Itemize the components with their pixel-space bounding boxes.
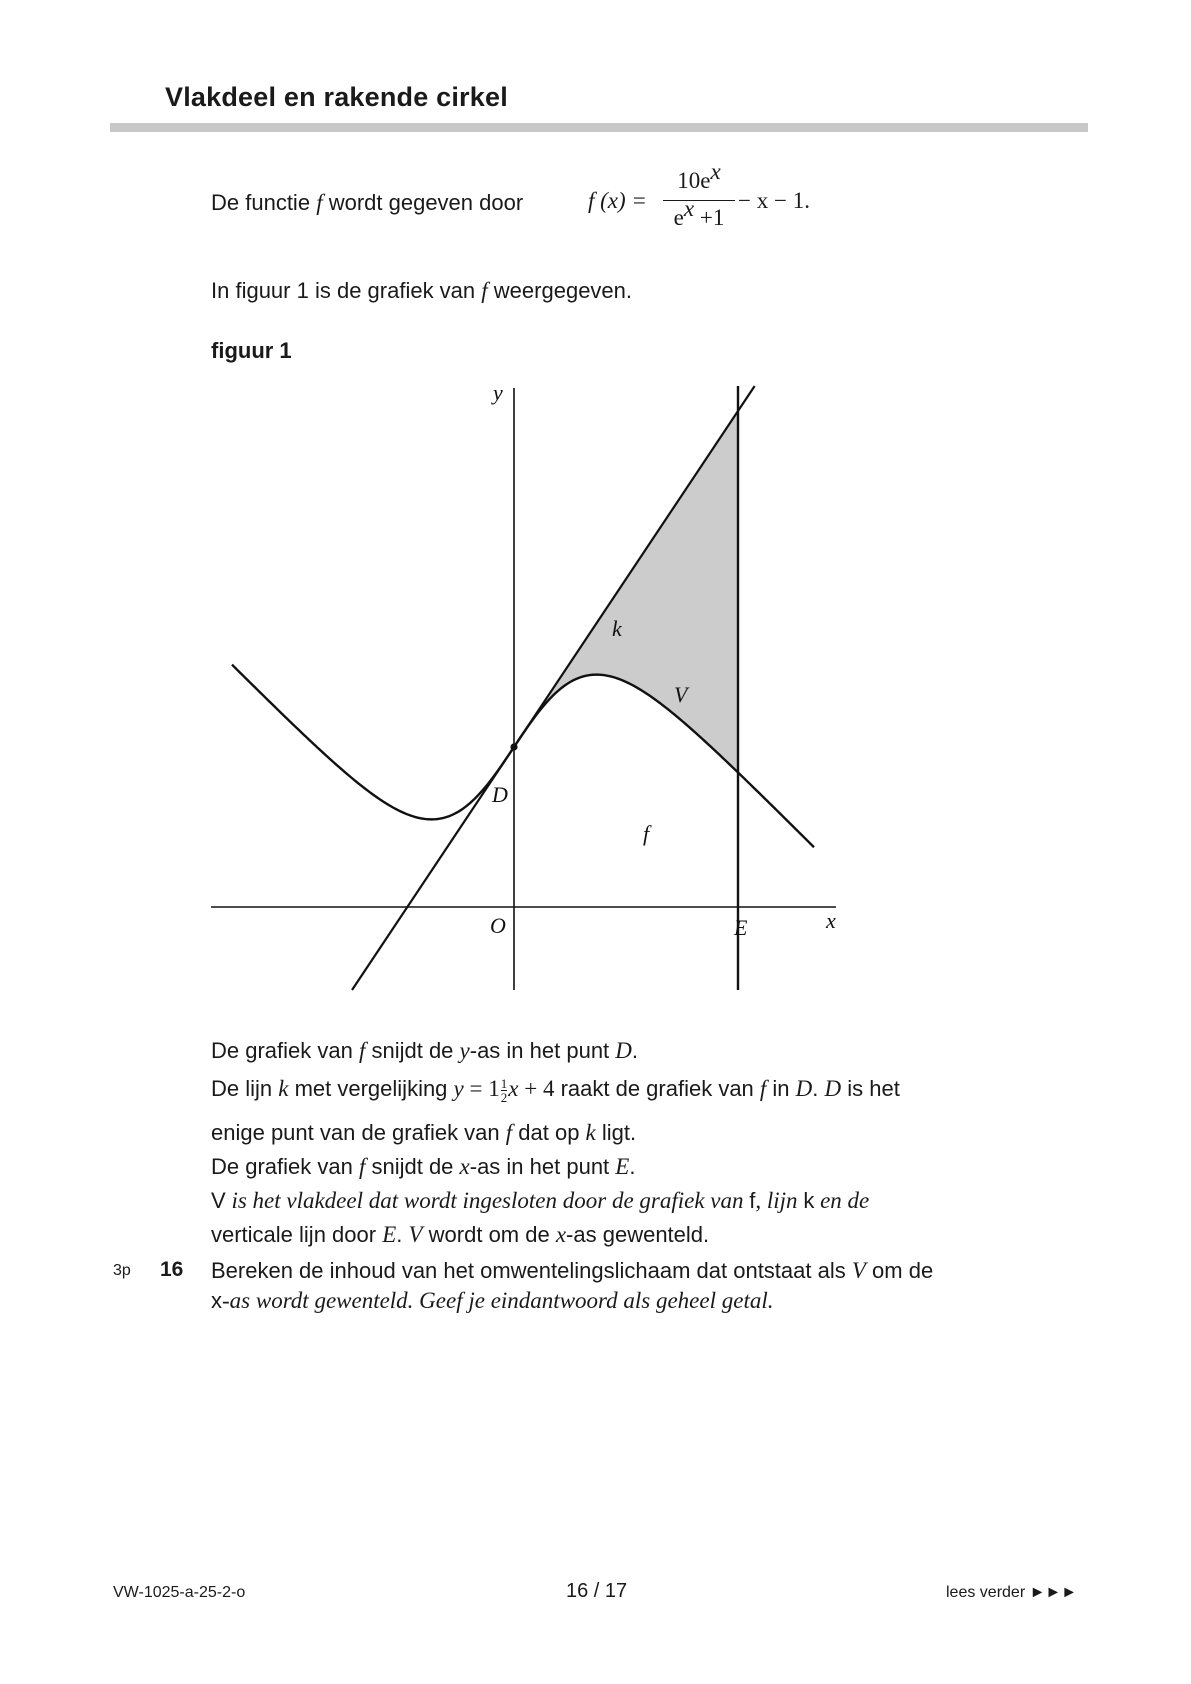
formula-den-tail: +1 xyxy=(694,205,725,230)
eq-fraction xyxy=(501,1077,508,1104)
formula-numerator: 10e xyxy=(677,168,711,193)
text-run: snijdt de xyxy=(365,1154,460,1179)
math-symbol: , lijn xyxy=(755,1188,804,1213)
eq-frac-den: 2 xyxy=(500,1089,508,1105)
page-title: Vlakdeel en rakende cirkel xyxy=(165,82,508,112)
question-line-1 xyxy=(211,1258,933,1284)
math-symbol: D xyxy=(824,1076,842,1101)
text-run: f xyxy=(749,1188,756,1213)
text-run: dat op xyxy=(512,1120,586,1145)
body-line-3 xyxy=(211,1120,636,1146)
intro-text: De functie xyxy=(211,190,311,215)
question-points: 3p xyxy=(113,1262,131,1279)
math-symbol: y xyxy=(459,1038,470,1063)
math-symbol: -as wordt gewenteld. Geef je eindantwoord als geheel getal. xyxy=(222,1288,774,1313)
question-line-2 xyxy=(211,1288,773,1314)
math-symbol: f xyxy=(358,1154,366,1179)
text-run: -as in het punt xyxy=(469,1154,616,1179)
math-symbol: f xyxy=(759,1076,767,1101)
page-number: 16 / 17 xyxy=(566,1580,628,1602)
math-symbol: k xyxy=(585,1120,596,1145)
math-symbol: x xyxy=(459,1154,470,1179)
text-run: is het xyxy=(841,1076,900,1101)
intro-text: weergegeven. xyxy=(493,278,633,303)
formula-denominator: e xyxy=(673,205,684,230)
y-axis-label: y xyxy=(493,380,503,405)
point-d-label: D xyxy=(492,782,508,807)
question-number: 16 xyxy=(160,1258,184,1281)
text-run: snijdt de xyxy=(365,1038,460,1063)
function-symbol: f xyxy=(316,190,323,215)
text-run: . xyxy=(812,1076,825,1101)
text-run: -as in het punt xyxy=(469,1038,616,1063)
math-symbol: k xyxy=(278,1076,289,1101)
text-run: De grafiek van xyxy=(211,1038,359,1063)
text-run: . xyxy=(631,1038,639,1063)
eq-y: y xyxy=(453,1076,464,1101)
footer-code: VW-1025-a-25-2-o xyxy=(113,1584,246,1601)
body-line-1 xyxy=(211,1038,638,1064)
footer-next: lees verder ►►► xyxy=(946,1584,1078,1601)
math-symbol: en de xyxy=(814,1188,870,1213)
math-symbol: E xyxy=(615,1154,630,1179)
text-run: in xyxy=(766,1076,796,1101)
eq-tail: + 4 xyxy=(518,1076,555,1101)
eq-mid: = 1 xyxy=(463,1076,500,1101)
math-symbol: D xyxy=(795,1076,813,1101)
figure-label: figuur 1 xyxy=(211,338,292,363)
formula-num-exponent: x xyxy=(710,159,721,184)
body-line-2 xyxy=(211,1076,900,1104)
text-run: enige punt van de grafiek van xyxy=(211,1120,506,1145)
math-symbol: x xyxy=(555,1222,567,1247)
intro-text: wordt gegeven door xyxy=(328,190,524,215)
text-run: raakt de grafiek van xyxy=(554,1076,760,1101)
math-symbol: E xyxy=(382,1222,397,1247)
body-line-6 xyxy=(211,1222,709,1248)
text-run: verticale lijn door xyxy=(211,1222,383,1247)
math-symbol: f xyxy=(358,1038,366,1063)
line-k-label: k xyxy=(612,616,622,641)
text-run: De grafiek van xyxy=(211,1154,359,1179)
region-v-label: V xyxy=(674,682,688,707)
eq-x: x xyxy=(508,1076,519,1101)
formula-den-exponent: x xyxy=(683,196,695,221)
x-axis-label: x xyxy=(826,908,836,933)
point-e-label: E xyxy=(734,915,748,940)
math-symbol: V xyxy=(851,1258,866,1283)
formula-rhs: − x − 1. xyxy=(738,188,810,213)
function-symbol: f xyxy=(481,278,488,303)
math-symbol: D xyxy=(615,1038,632,1063)
math-symbol: is het vlakdeel dat wordt ingesloten door de grafiek van xyxy=(225,1188,750,1213)
text-run: . xyxy=(396,1222,409,1247)
region-v xyxy=(514,411,738,772)
intro-text: In figuur 1 is de grafiek van xyxy=(211,278,476,303)
math-symbol: f xyxy=(505,1120,513,1145)
text-run: k xyxy=(803,1188,815,1213)
text-run: V xyxy=(211,1188,226,1213)
text-run: De lijn xyxy=(211,1076,279,1101)
text-run: Bereken de inhoud van het omwentelingslichaam dat ontstaat als xyxy=(211,1258,852,1283)
text-run: om de xyxy=(865,1258,934,1283)
text-run: -as gewenteld. xyxy=(566,1222,710,1247)
math-symbol: V xyxy=(408,1222,423,1247)
text-run: . xyxy=(629,1154,636,1179)
graph-f-label: f xyxy=(643,821,650,846)
point-d xyxy=(510,743,517,750)
origin-label: O xyxy=(490,913,506,938)
text-run: ligt. xyxy=(595,1120,637,1145)
text-run: wordt om de xyxy=(422,1222,556,1247)
formula-lhs: f (x) = xyxy=(588,188,647,213)
eq-frac-num: 1 xyxy=(500,1075,508,1091)
text-run: met vergelijking xyxy=(288,1076,454,1101)
body-line-4 xyxy=(211,1154,635,1180)
body-line-5 xyxy=(211,1188,869,1214)
text-run: x xyxy=(211,1288,222,1313)
